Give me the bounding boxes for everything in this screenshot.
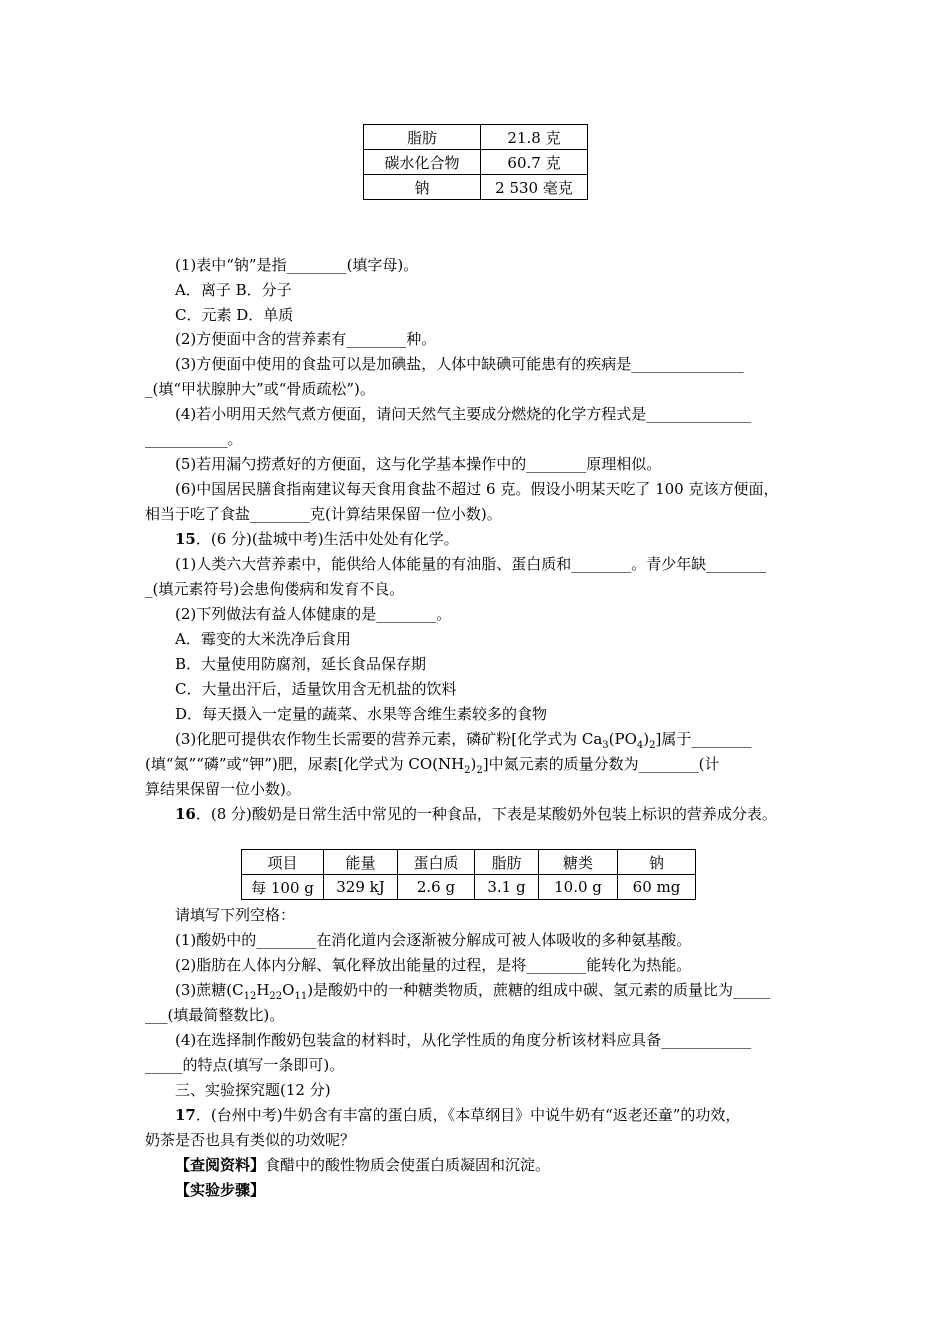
q14-part5: (5)若用漏勺捞煮好的方便面，这与化学基本操作中的________原理相似。: [175, 455, 662, 473]
q17-heading-line2: 奶茶是否也具有类似的功效呢？: [145, 1131, 356, 1149]
q15-option-b: B．大量使用防腐剂，延长食品保存期: [175, 655, 427, 673]
question-text: ．(台州中考)牛奶含有丰富的蛋白质，《本草纲目》中说牛奶有“返老还童”的功效，: [195, 1106, 741, 1124]
text-run: (填“氮”“磷”或“钾”)肥，尿素[化学式为 CO(NH: [145, 755, 465, 773]
q14-part6-line2: 相当于吃了食盐________克(计算结果保留一位小数)。: [145, 505, 502, 523]
table-cell: 2 530 毫克: [481, 175, 588, 200]
q15-part3-line1: [175, 729, 751, 749]
q16-part3-line2: ___(填最简整数比)。: [145, 1006, 285, 1024]
q14-part4-line1: (4)若小明用天然气煮方便面，请问天然气主要成分燃烧的化学方程式是______________: [175, 405, 752, 423]
table-row: [364, 125, 588, 150]
q16-part3-line1: [175, 980, 771, 1000]
nutrition-table-yogurt: [241, 849, 696, 900]
table-cell: 10.0 g: [539, 875, 618, 900]
text-run: ]中氮元素的质量分数为________(计: [482, 755, 720, 773]
table-cell: 钠: [364, 175, 481, 200]
q14-options-ab: A．离子 B．分子: [175, 281, 292, 299]
q16-part2: (2)脂肪在人体内分解、氧化释放出能量的过程，是将________能转化为热能。: [175, 956, 692, 974]
text-run: (3)蔗糖(C: [175, 981, 244, 999]
q15-part3-line2: [145, 754, 720, 774]
subscript: 22: [269, 991, 283, 1002]
q16-part1: (1)酸奶中的________在消化道内会逐渐被分解成可被人体吸收的多种氨基酸。: [175, 931, 692, 949]
table-cell: 3.1 g: [475, 875, 539, 900]
q15-option-c: C．大量出汗后，适量饮用含无机盐的饮料: [175, 680, 457, 698]
q14-options-cd: C．元素 D．单质: [175, 306, 294, 324]
reference-text: 食醋中的酸性物质会使蛋白质凝固和沉淀。: [265, 1156, 551, 1174]
question-text: ．(6 分)(盐城中考)生活中处处有化学。: [195, 530, 459, 548]
q15-part1-line2: _(填元素符号)会患佝偻病和发育不良。: [145, 580, 405, 598]
table-header-row: [242, 850, 696, 875]
q16-part4-line1: (4)在选择制作酸奶包装盒的材料时，从化学性质的角度分析该材料应具备____________: [175, 1031, 752, 1049]
q15-heading: [175, 529, 459, 549]
text-run: )是酸奶中的一种糖类物质，蔗糖的组成中碳、氢元素的质量比为_____: [307, 981, 771, 999]
table-cell: 329 kJ: [324, 875, 398, 900]
q14-part3-line2: _(填“甲状腺肿大”或“骨质疏松”)。: [145, 380, 375, 398]
q14-part4-line2: ___________。: [145, 430, 243, 448]
q16-heading: [175, 804, 777, 824]
table-cell: 脂肪: [364, 125, 481, 150]
table-header: 蛋白质: [398, 850, 475, 875]
table-header: 项目: [242, 850, 324, 875]
table-header: 糖类: [539, 850, 618, 875]
subscript: 2: [649, 740, 656, 751]
q17-heading-line1: [175, 1105, 740, 1125]
reference-label: 【查阅资料】: [175, 1156, 266, 1174]
question-number: 17: [175, 1106, 196, 1124]
q14-part3-line1: (3)方便面中使用的食盐可以是加碘盐，人体中缺碘可能患有的疾病是_______________: [175, 355, 744, 373]
table-header: 脂肪: [475, 850, 539, 875]
text-run: (PO: [608, 730, 637, 748]
table-cell: 碳水化合物: [364, 150, 481, 175]
text-run: H: [256, 981, 270, 999]
table-header: 钠: [618, 850, 696, 875]
text-run: ): [470, 755, 477, 773]
text-run: O: [282, 981, 295, 999]
text-run: ): [643, 730, 650, 748]
text-run: ]属于________: [655, 730, 752, 748]
nutrition-table-noodles: [363, 124, 588, 200]
q16-part4-line2: _____的特点(填写一条即可)。: [145, 1056, 345, 1074]
q14-part1: (1)表中“钠”是指________(填字母)。: [175, 256, 419, 274]
subscript: 2: [464, 765, 471, 776]
section-heading: 三、实验探究题(12 分): [175, 1081, 331, 1099]
q17-reference-data: [175, 1155, 550, 1175]
question-number: 15: [175, 530, 196, 548]
subscript: 11: [294, 991, 308, 1002]
q15-part2: (2)下列做法有益人体健康的是________。: [175, 605, 452, 623]
q17-steps-label: 【实验步骤】: [175, 1181, 266, 1199]
table-cell: 60.7 克: [481, 150, 588, 175]
table-cell: 2.6 g: [398, 875, 475, 900]
q15-option-a: A．霉变的大米洗净后食用: [175, 630, 351, 648]
q14-part2: (2)方便面中含的营养素有________种。: [175, 330, 437, 348]
table-cell: 每 100 g: [242, 875, 324, 900]
table-cell: 60 mg: [618, 875, 696, 900]
table-header: 能量: [324, 850, 398, 875]
question-text: ．(8 分)酸奶是日常生活中常见的一种食品，下表是某酸奶外包装上标识的营养成分表。: [195, 805, 777, 823]
q15-part3-line3: 算结果保留一位小数)。: [145, 780, 301, 798]
q16-instructions: 请填写下列空格：: [175, 906, 296, 924]
table-row: [364, 175, 588, 200]
subscript: 2: [476, 765, 483, 776]
table-row: [242, 875, 696, 900]
table-cell: 21.8 克: [481, 125, 588, 150]
table-row: [364, 150, 588, 175]
q14-part6-line1: (6)中国居民膳食指南建议每天食用食盐不超过 6 克。假设小明某天吃了 100 克该方便面，: [175, 480, 779, 498]
q15-option-d: D．每天摄入一定量的蔬菜、水果等含维生素较多的食物: [175, 705, 548, 723]
subscript: 3: [602, 740, 609, 751]
subscript: 4: [636, 740, 644, 751]
q15-part1-line1: (1)人类六大营养素中，能供给人体能量的有油脂、蛋白质和________。青少年缺________: [175, 555, 767, 573]
question-number: 16: [175, 805, 196, 823]
text-run: (3)化肥可提供农作物生长需要的营养元素，磷矿粉[化学式为 Ca: [175, 730, 603, 748]
subscript: 12: [243, 991, 257, 1002]
